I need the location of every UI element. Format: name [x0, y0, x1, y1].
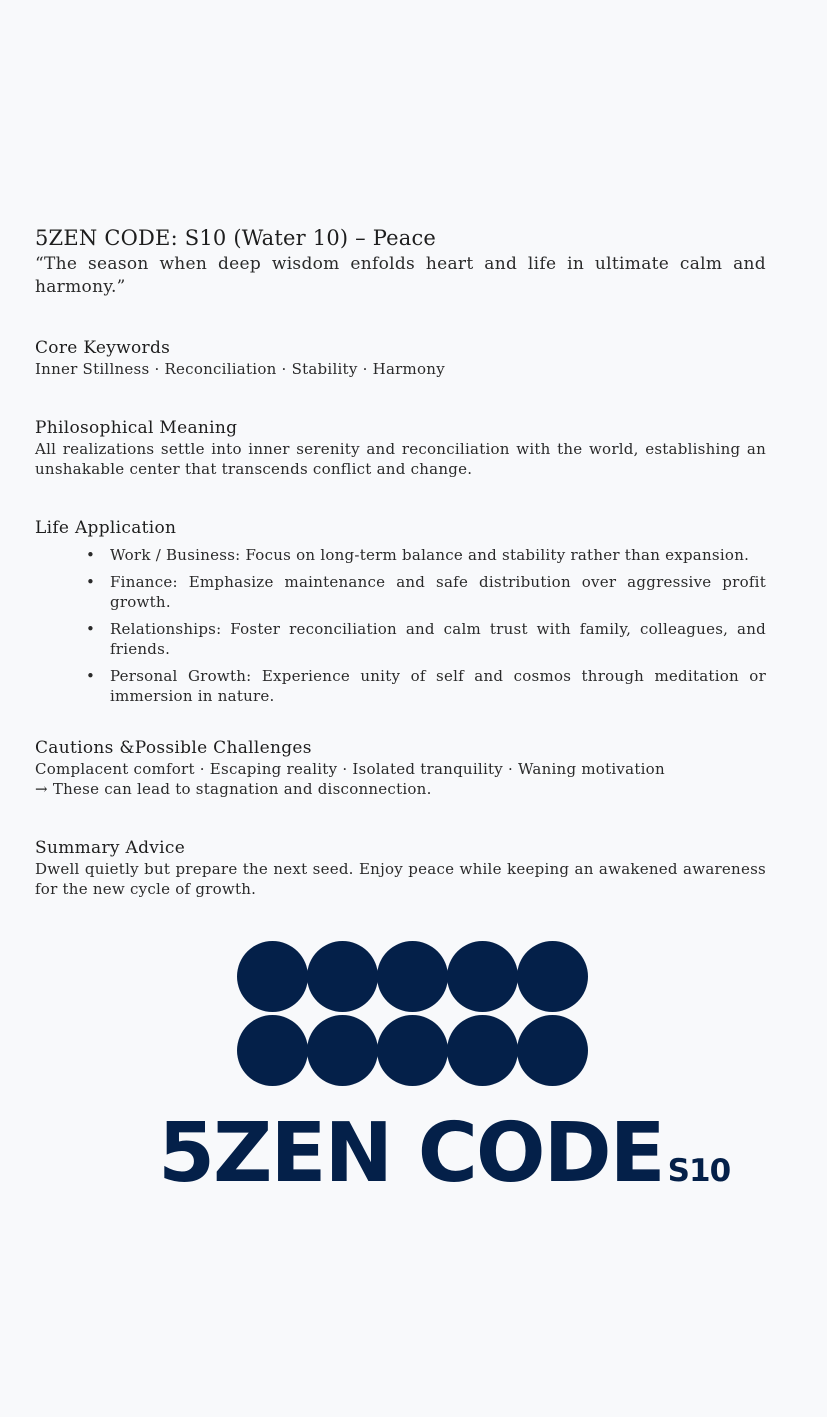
summary-section	[35, 837, 766, 899]
bullet-icon: •	[86, 620, 96, 638]
list-item	[86, 666, 766, 706]
philosophy-section	[35, 417, 766, 479]
brand-logo	[0, 940, 827, 1200]
cautions-consequence: → These can lead to stagnation and disconnection.	[35, 780, 432, 798]
bullet-icon: •	[86, 667, 96, 685]
document-content	[35, 224, 766, 899]
bullet-icon: •	[86, 546, 96, 564]
summary-text: Dwell quietly but prepare the next seed. Enjoy peace while keeping an awakened awareness for the new cycle of growth.	[35, 860, 766, 898]
bullet-icon: •	[86, 573, 96, 591]
list-item	[86, 572, 766, 612]
logo-dot	[517, 1015, 588, 1086]
application-section	[35, 517, 766, 706]
philosophy-heading: Philosophical Meaning	[35, 418, 238, 438]
page-title: 5ZEN CODE: S10 (Water 10) – Peace	[35, 226, 437, 250]
logo-dot	[447, 1015, 518, 1086]
page-quote: “The season when deep wisdom enfolds heart and life in ultimate calm and harmony.”	[35, 254, 766, 297]
summary-heading: Summary Advice	[35, 838, 186, 858]
philosophy-text: All realizations settle into inner serenity and reconciliation with the world, establishing an unshakable center that transcends conflict and change.	[35, 440, 766, 478]
logo-code-text: S10	[667, 1153, 731, 1189]
application-heading: Life Application	[35, 518, 177, 538]
logo-dot	[237, 1015, 308, 1086]
list-item-text: Relationships: Foster reconciliation and calm trust with family, colleagues, and friends.	[110, 620, 766, 658]
cautions-section	[35, 737, 766, 799]
logo-dot	[237, 941, 308, 1012]
list-item-text: Work / Business: Focus on long-term balance and stability rather than expansion.	[110, 546, 750, 564]
logo-dot	[377, 941, 448, 1012]
logo-dot-grid	[237, 941, 589, 1087]
logo-wordmark	[158, 1108, 730, 1217]
cautions-heading: Cautions &Possible Challenges	[35, 738, 312, 758]
keywords-heading: Core Keywords	[35, 338, 171, 358]
logo-dot	[377, 1015, 448, 1086]
keywords-text: Inner Stillness · Reconciliation · Stability · Harmony	[35, 360, 445, 378]
logo-brand-text: 5ZEN CODE	[158, 1106, 664, 1201]
cautions-text: Complacent comfort · Escaping reality · Isolated tranquility · Waning motivation	[35, 760, 665, 778]
logo-dot	[307, 941, 378, 1012]
logo-dot	[307, 1015, 378, 1086]
application-list	[35, 545, 766, 706]
list-item	[86, 545, 766, 565]
list-item-text: Finance: Emphasize maintenance and safe distribution over aggressive profit growth.	[110, 573, 766, 611]
logo-dot	[517, 941, 588, 1012]
list-item	[86, 619, 766, 659]
keywords-section	[35, 337, 766, 379]
list-item-text: Personal Growth: Experience unity of self and cosmos through meditation or immersion in nature.	[110, 667, 766, 705]
logo-dot	[447, 941, 518, 1012]
